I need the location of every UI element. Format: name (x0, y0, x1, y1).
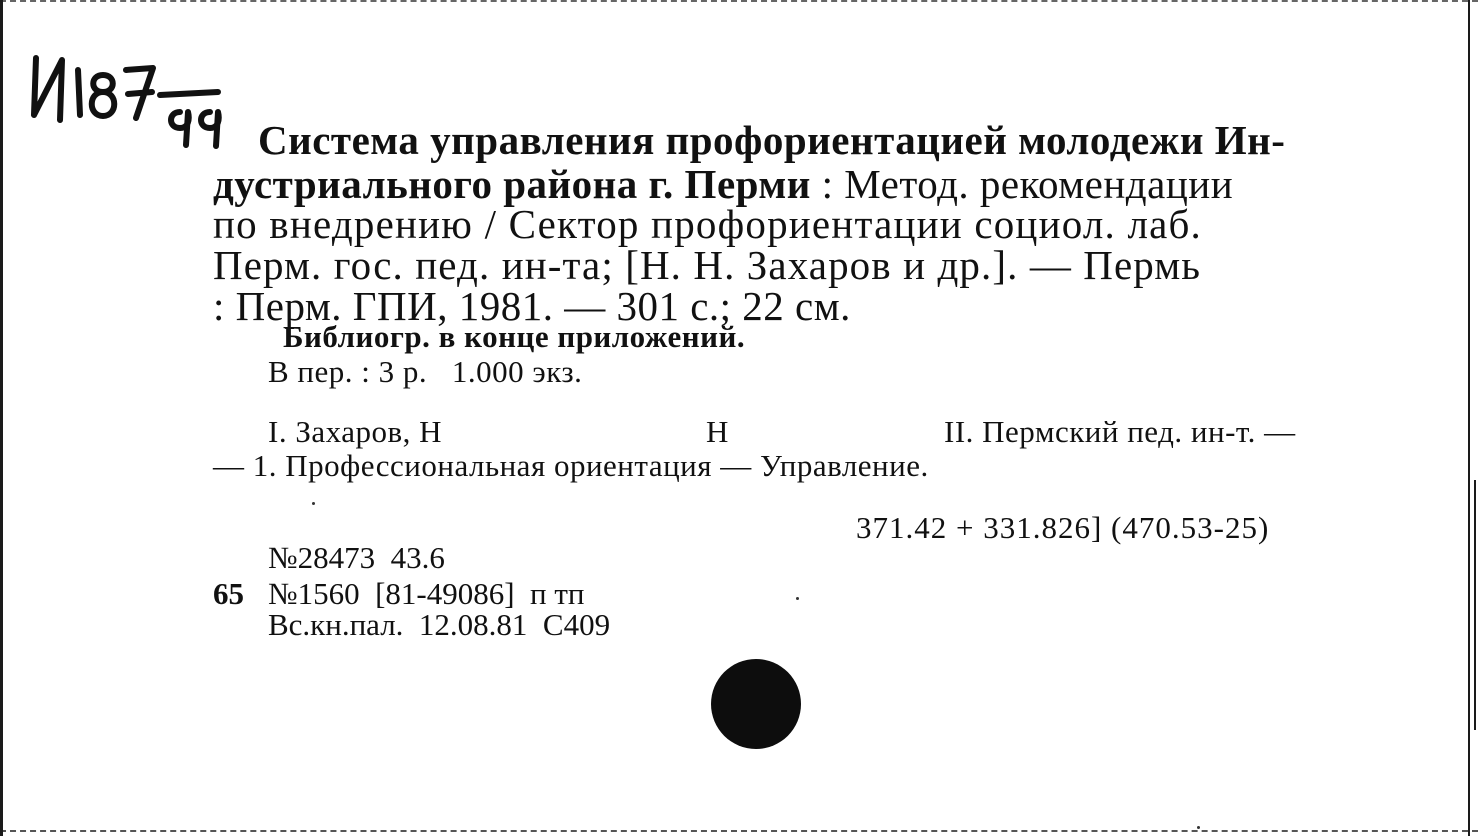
scan-speck (312, 502, 315, 505)
record-line-2: №1560 [81-49086] п тп (268, 576, 585, 611)
title-line-3: по внедрению / Сектор профориентации социол. лаб. (213, 201, 1203, 247)
card-right-outer-edge (1474, 480, 1476, 730)
scan-speck (796, 597, 799, 600)
record-prefix: 65 (213, 576, 244, 611)
card-bottom-edge (0, 830, 1478, 832)
record-line-3: Вс.кн.пал. 12.08.81 С409 (268, 607, 611, 642)
tracing-part-1: I. Захаров, Н (268, 414, 442, 449)
card-punch-hole (711, 659, 801, 749)
title-line-4: Перм. гос. пед. ин-та; [Н. Н. Захаров и др.]. — Пермь (213, 242, 1202, 288)
title-line-2-rest: : Метод. рекомендации (810, 161, 1234, 207)
tracing-part-3: II. Пермский пед. ин-т. — (944, 414, 1296, 449)
note-bibliography: Библиогр. в конце приложений. (283, 319, 746, 354)
title-line-2-bold: дустриального района г. Перми (213, 161, 811, 207)
title-line-1: Система управления профориентацией молодежи Ин- (258, 117, 1286, 163)
classification-index: 371.42 + 331.826] (470.53-25) (856, 510, 1270, 545)
title-line-5: : Перм. ГПИ, 1981. — 301 с.; 22 см. (213, 283, 851, 329)
tracing-part-2: Н (706, 414, 729, 449)
card-left-edge (0, 0, 3, 836)
handwritten-shelfmark (28, 40, 258, 170)
tracing-line-2: — 1. Профессиональная ориентация — Управление. (213, 448, 929, 483)
scan-speck (1197, 826, 1200, 829)
card-right-edge (1468, 0, 1470, 836)
record-line-1: №28473 43.6 (268, 540, 445, 575)
card-top-edge (0, 0, 1478, 2)
note-price: В пер. : 3 р. 1.000 экз. (268, 354, 583, 389)
